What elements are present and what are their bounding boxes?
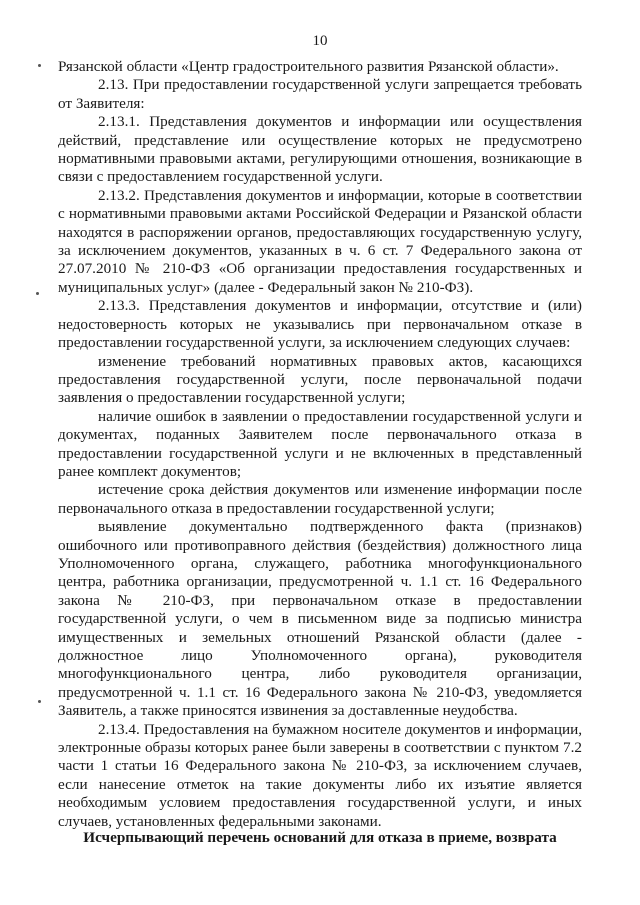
paragraph-case-expiry: истечение срока действия документов или изменение информации после первоначального отказа в предоставлении государственной услуги; — [58, 481, 582, 517]
paragraph-2-13-2: 2.13.2. Представления документов и информации, которые в соответствии с нормативными правовыми актами Российской Федерации и Рязанской области находятся в распоряжении органов, предоставляющих государственную услугу, за исключением документов, указанных в ч. 6 ст. 7 Федерального закона от 27.07.2010 № 210-ФЗ «Об организации предоставления государственных и муниципальных услуг» (далее - Федеральный закон № 210-ФЗ). — [58, 186, 582, 296]
margin-mark — [36, 292, 39, 295]
paragraph-2-13-1: 2.13.1. Представления документов и информации или осуществления действий, представление или осуществление которых не предусмотрено нормативными правовыми актами, регулирующими отношения, возникающие в связи с предоставлением государственной услуги. — [58, 113, 582, 186]
page-number: 10 — [312, 33, 328, 49]
paragraph-case-errors: наличие ошибок в заявлении о предоставлении государственной услуги и документах, поданных Заявителем после первоначального отказа в предоставлении государственной услуги и не включенных в представленный ранее комплект документов; — [58, 407, 582, 480]
paragraph-2-13-4: 2.13.4. Предоставления на бумажном носителе документов и информации, электронные образы которых ранее были заверены в соответствии с пунктом 7.2 части 1 статьи 16 Федерального закона № 210-ФЗ, за исключением случаев, если нанесение отметок на такие документы либо их изъятие является необходимым условием предоставления государственной услуги, и иных случаев, установленных федеральными законами. — [58, 720, 582, 830]
section-heading: Исчерпывающий перечень оснований для отказа в приеме, возврата — [83, 829, 557, 846]
body-text — [58, 58, 582, 831]
paragraph-2-13-3: 2.13.3. Представления документов и информации, отсутствие и (или) недостоверность которых не указывались при первоначальном отказе в предоставлении государственной услуги, за исключением следующих случаев: — [58, 297, 582, 352]
paragraph-continuation: Рязанской области «Центр градостроительного развития Рязанской области». — [58, 58, 559, 75]
paragraph-case-wrongful-action: выявление документально подтвержденного факта (признаков) ошибочного или противоправного действия (бездействия) должностного лица Уполномоченного органа, служащего, работника многофункционального центра, работника организации, предусмотренной ч. 1.1 ст. 16 Федерального закона № 210-ФЗ, при первоначальном отказе в предоставлении государственной услуги, о чем в письменном виде за подписью министра имущественных и земельных отношений Рязанской области (далее - должностное лицо Уполномоченного органа), руководителя многофункционального центра, либо руководителя организации, предусмотренной ч. 1.1 ст. 16 Федерального закона № 210-ФЗ, уведомляется Заявитель, а также приносятся извинения за доставленные неудобства. — [58, 518, 582, 720]
margin-mark — [38, 700, 41, 703]
paragraph-2-13: 2.13. При предоставлении государственной услуги запрещается требовать от Заявителя: — [58, 76, 582, 112]
paragraph-case-requirements-change: изменение требований нормативных правовых актов, касающихся предоставления государственной услуги, после первоначальной подачи заявления о предоставлении государственной услуги; — [58, 352, 582, 407]
margin-mark — [38, 64, 41, 67]
